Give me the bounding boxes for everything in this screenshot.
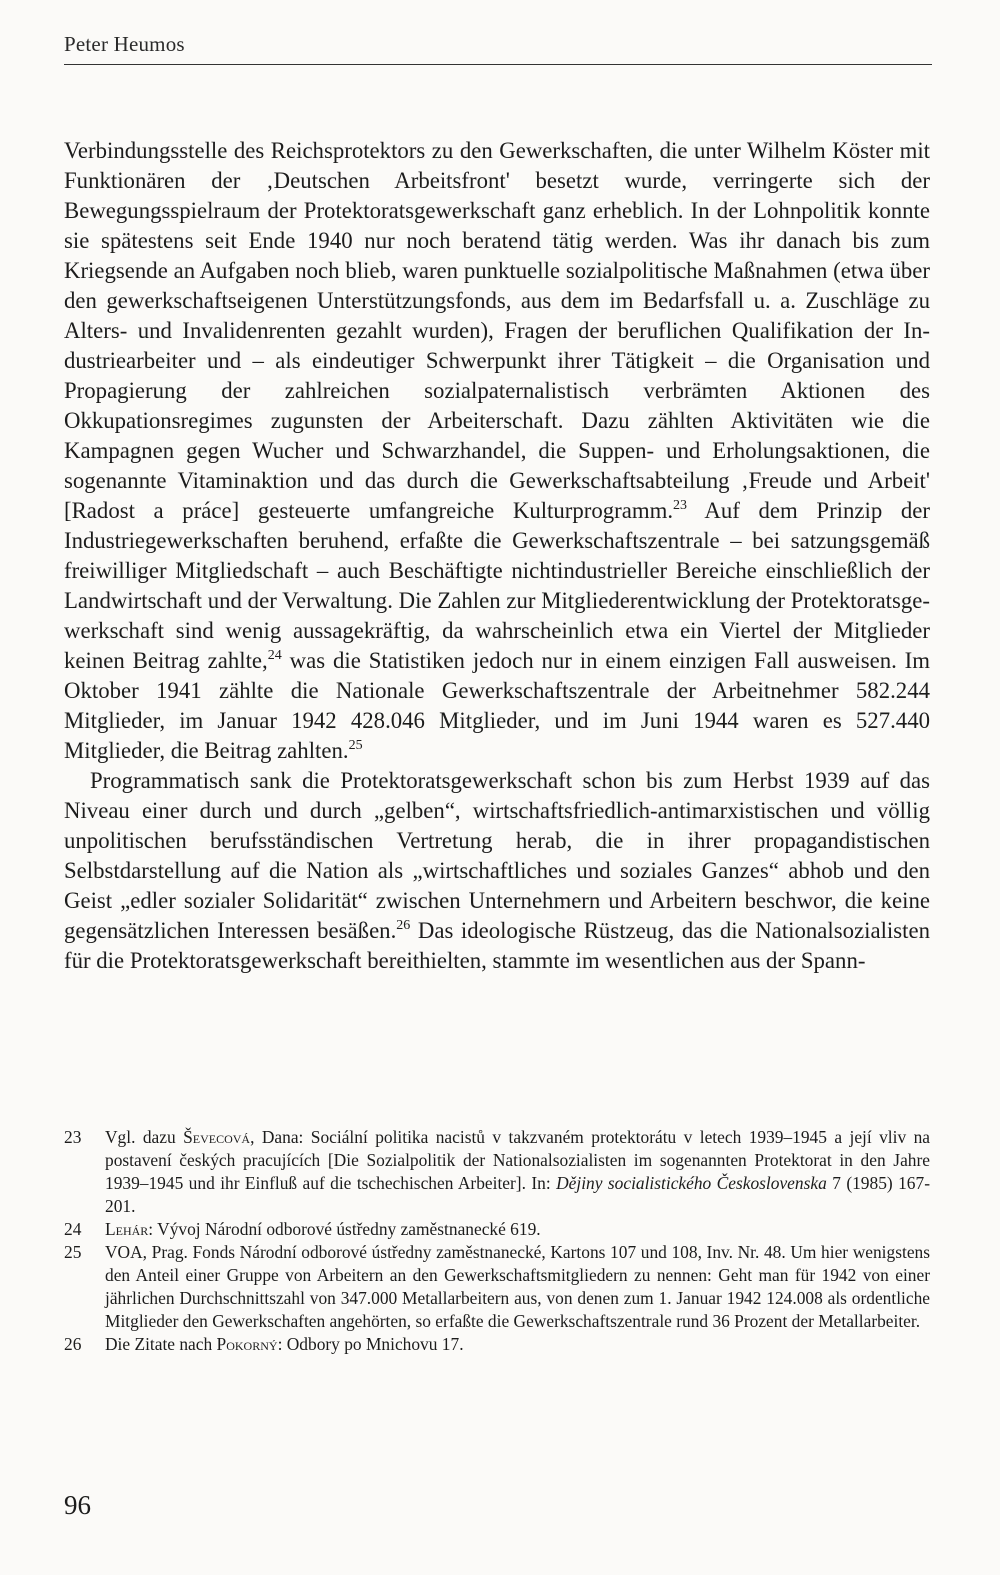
header-rule xyxy=(64,64,932,65)
paragraph-1-text-2: Auf dem Prinzip der Industriegewerkschaften beruhend, erfaßte die Gewerkschaftszentrale – bei satzungsgemäß freiwilliger Mitgliedschaft – auch Beschäftigte nichtindustrieller Bereiche einschließlich der Landwirtschaft und der Verwaltung. Die Zahlen zur Mitgliederentwicklung der Protektoratsgewerkschaft sind wenig aussagekräftig, da wahrscheinlich etwa ein Viertel der Mitglieder keinen Beitrag zahlte, xyxy=(64,498,930,673)
footnote-23 xyxy=(64,1126,930,1218)
footnote-author: Pokorný xyxy=(216,1334,278,1354)
footnote-number: 23 xyxy=(64,1127,82,1147)
paragraph-2 xyxy=(64,766,930,976)
footnote-text: Vgl. dazu Ševecová, Dana: Sociální politika nacistů v takzvaném protektorátu v letech 1939–1945 a její vliv na postavení českých pracujících [Die Sozialpolitik der Nationalsozialisten im sogenannten Protektorat in den Jahre 1939–1945 und ihr Einfluß auf die tschechischen Arbeiter]. In: Dějiny socialistického Československa 7 (1985) 167-201. xyxy=(105,1127,930,1216)
footnote-text: VOA, Prag. Fonds Národní odborové ústředny zaměstnanecké, Kartons 107 und 108, Inv. Nr. 48. Um hier wenigstens den Anteil einer Gruppe von Arbeitern an den Gewerkschaftsmitgliedern zu nennen: Geht man für 1942 von einer jährlichen Durchschnittszahl von 347.000 Metallarbeitern aus, von denen zum 1. Januar 1942 124.008 als ordentliche Mitglieder den Gewerkschaften angehörten, so erfaßte die Gewerkschaftszentrale rund 36 Prozent der Metallarbeiter. xyxy=(105,1242,930,1331)
paragraph-1 xyxy=(64,136,930,766)
footnote-ref-25: 25 xyxy=(348,738,363,753)
footnote-author: Ševecová xyxy=(183,1127,251,1147)
footnote-author: Lehár xyxy=(105,1219,149,1239)
footnote-text: Die Zitate nach Pokorný: Odbory po Mnichovu 17. xyxy=(105,1334,464,1354)
footnote-number: 25 xyxy=(64,1242,82,1262)
running-head: Peter Heumos xyxy=(64,32,185,56)
paragraph-2-text-2: Das ideologische Rüstzeug, das die Nationalsozialisten für die Protektoratsgewerkschaft bereithielten, stammte im wesentlichen aus der Spann- xyxy=(64,918,930,973)
paragraph-2-text-1: Programmatisch sank die Protektoratsgewerkschaft schon bis zum Herbst 1939 auf das Niveau einer durch und durch „gelben“, wirtschaftsfriedlich-antimarxistischen und völlig unpolitischen berufsständischen Vertretung herab, die in ihrer propagandistischen Selbstdarstellung auf die Nation als „wirtschaftliches und soziales Ganzes“ abhob und den Geist „edler sozialer Solidarität“ zwischen Unternehmern und Arbeitern beschwor, die keine gegensätzlichen Interessen besäßen. xyxy=(64,768,930,943)
footnotes xyxy=(64,1126,930,1356)
footnote-number: 26 xyxy=(64,1334,82,1354)
footnote-25 xyxy=(64,1241,930,1333)
body-text xyxy=(64,136,930,976)
footnote-text: Lehár: Vývoj Národní odborové ústředny zaměstnanecké 619. xyxy=(105,1219,541,1239)
footnote-ref-24: 24 xyxy=(267,648,282,663)
paragraph-1-text-1: Verbindungsstelle des Reichsprotektors zu den Gewerkschaften, die unter Wilhelm Köster mit Funktionären der ‚Deutschen Arbeitsfront' besetzt wurde, verringerte sich der Bewegungsspielraum der Protektoratsgewerkschaft ganz erheblich. In der Lohnpolitik konnte sie spätestens seit Ende 1940 nur noch beratend tätig werden. Was ihr danach bis zum Kriegsende an Aufgaben noch blieb, waren punktuelle sozialpolitische Maßnahmen (etwa über den gewerkschaftseigenen Unterstützungsfonds, aus dem im Bedarfsfall u. a. Zuschläge zu Alters- und Invalidenrenten gezahlt wurden), Fragen der beruflichen Qualifikation der Industriearbeiter und – als eindeutiger Schwerpunkt ihrer Tätigkeit – die Organisation und Propagierung der zahlreichen sozialpaternalistisch verbrämten Aktionen des Okkupationsregimes zugunsten der Arbeiterschaft. Dazu zählten Aktivitäten wie die Kampagnen gegen Wucher und Schwarzhandel, die Suppen- und Erholungsaktionen, die sogenannte Vitaminaktion und das durch die Gewerkschaftsabteilung ‚Freude und Arbeit' [Radost a práce] gesteuerte umfangreiche Kulturprogramm. xyxy=(64,138,930,523)
footnote-number: 24 xyxy=(64,1219,82,1239)
footnote-26 xyxy=(64,1333,930,1356)
footnote-ref-23: 23 xyxy=(673,498,688,513)
footnote-ref-26: 26 xyxy=(396,918,411,933)
footnote-24 xyxy=(64,1218,930,1241)
paragraph-1-text-3: was die Statistiken jedoch nur in einem einzigen Fall ausweisen. Im Oktober 1941 zählte die Nationale Gewerkschaftszentrale der Arbeitnehmer 582.244 Mitglieder, im Januar 1942 428.046 Mitglieder, und im Juni 1944 waren es 527.440 Mitglieder, die Beitrag zahlten. xyxy=(64,648,930,763)
footnote-journal: Dějiny socialistického Československa xyxy=(556,1173,827,1193)
page-number: 96 xyxy=(64,1490,91,1520)
